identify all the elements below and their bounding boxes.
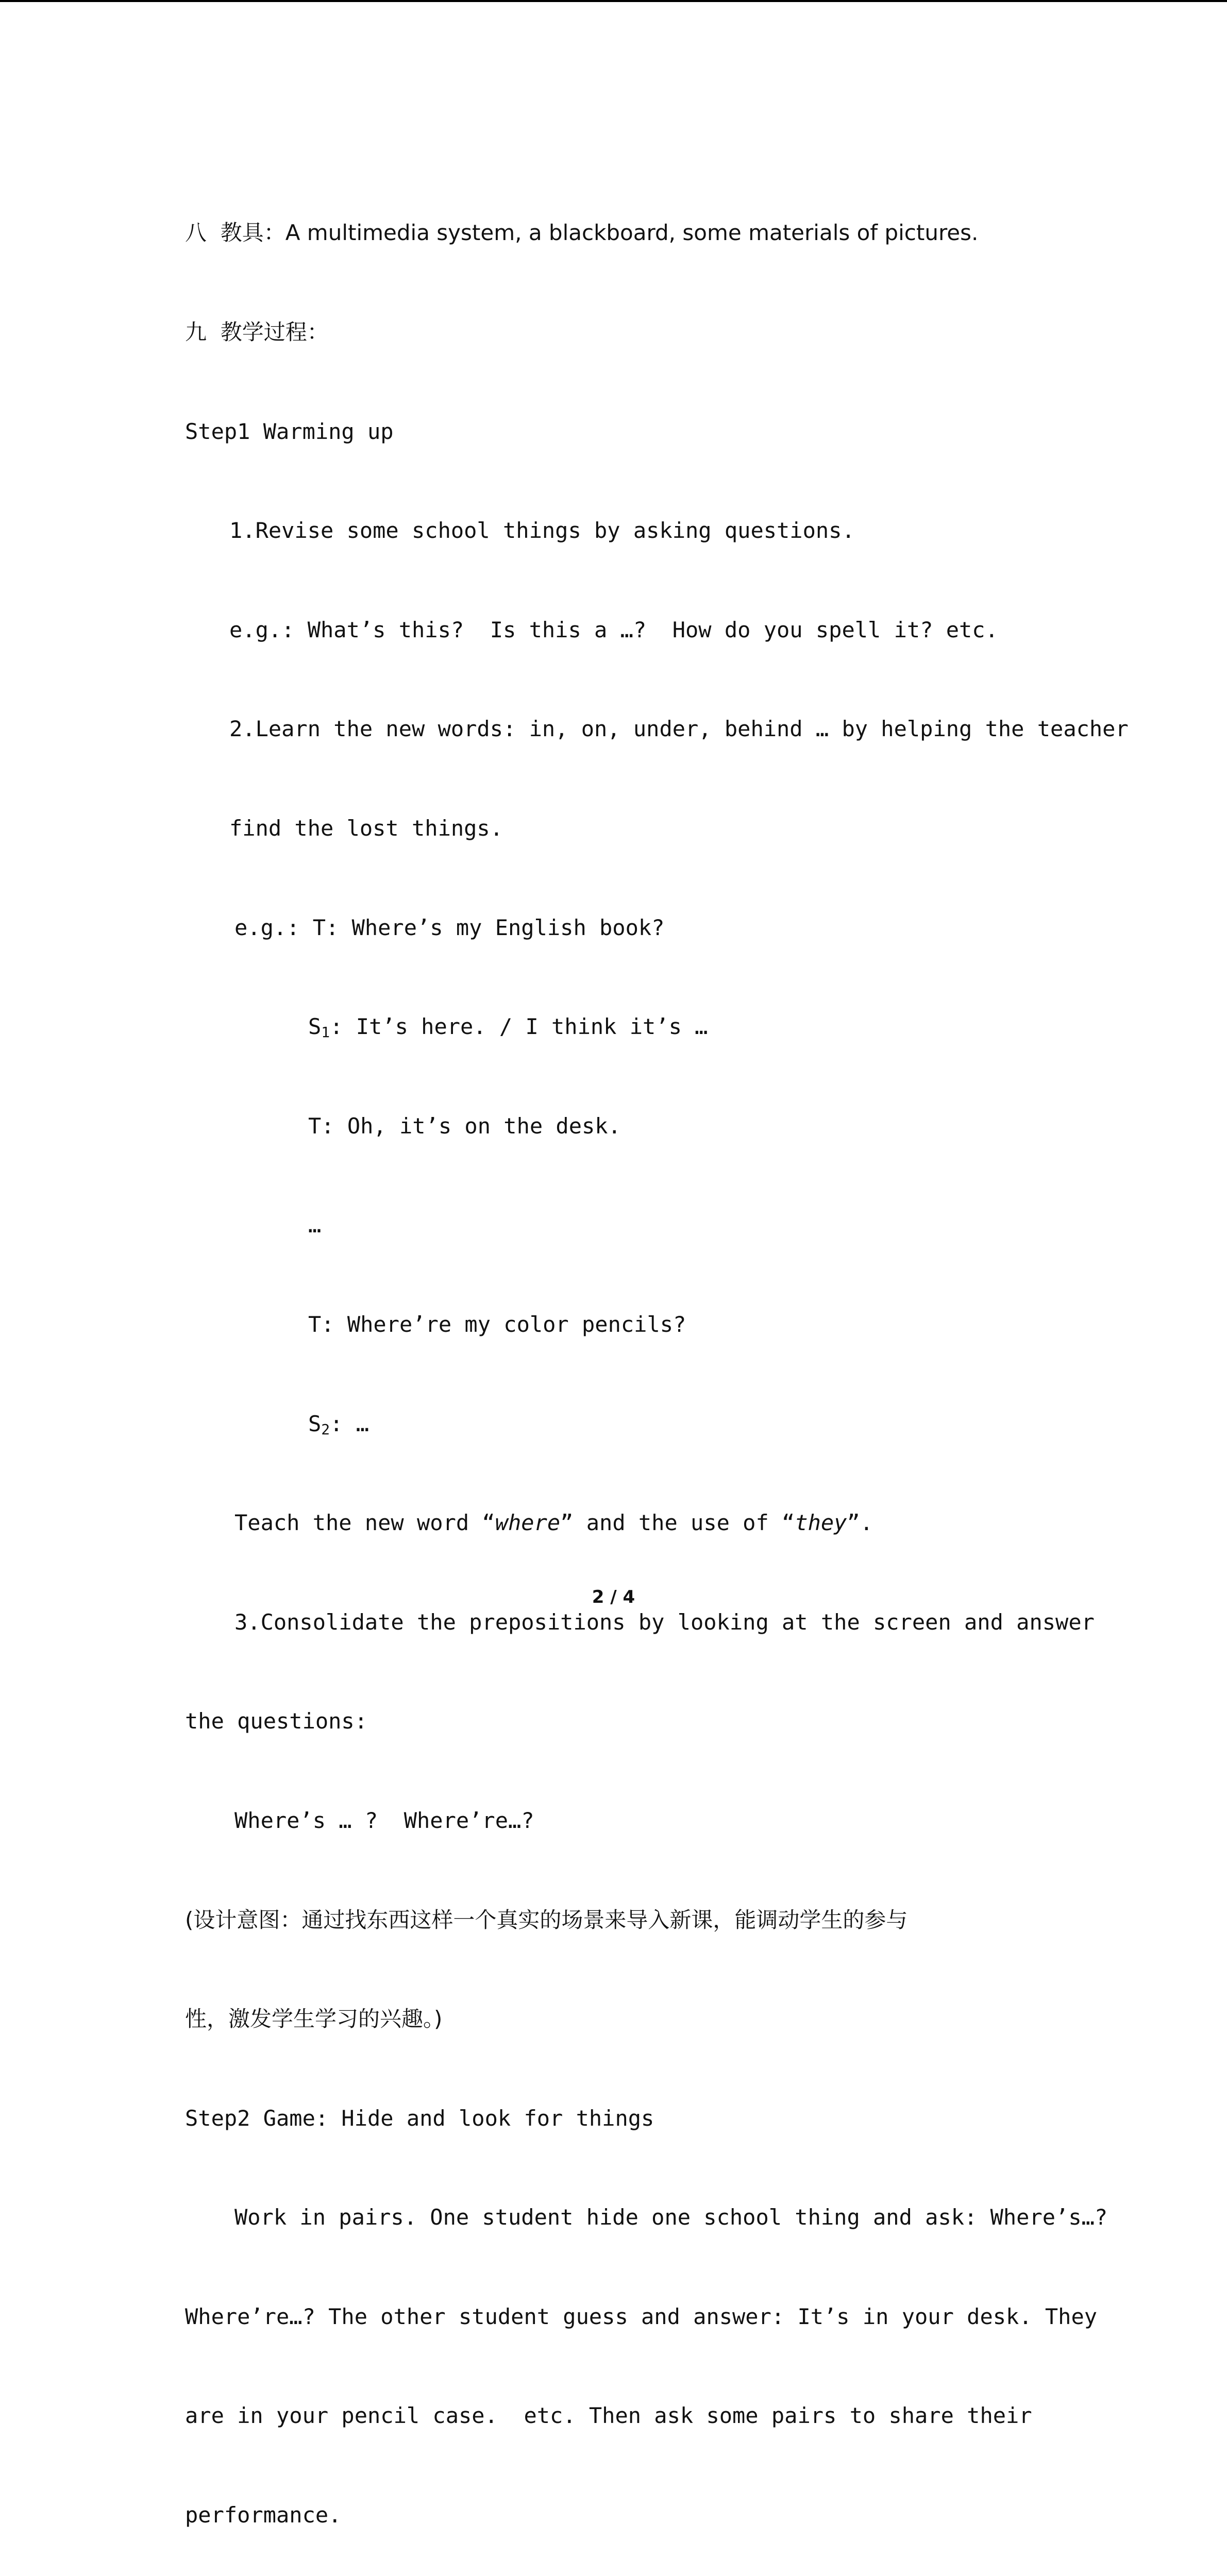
dialogue-line: T: Oh, it’s on the desk. <box>308 1113 621 1139</box>
step1-heading: Step1 Warming up <box>185 418 394 444</box>
text-line: 1.Revise some school things by asking questions. <box>229 518 855 544</box>
text-line: 2.Learn the new words: in, on, under, behind … by helping the teacher <box>229 716 1129 742</box>
design-intent-note: 性，激发学生学习的兴趣。) <box>185 2006 443 2032</box>
text-line: are in your pencil case. etc. Then ask some pairs to share their <box>185 2403 1032 2429</box>
dialogue-line: $S_2$: … <box>308 1411 369 1438</box>
dialogue-line: … <box>308 1212 322 1238</box>
design-intent-note: (设计意图：通过找东西这样一个真实的场景来导入新课，能调动学生的参与 <box>185 1907 908 1933</box>
text-line: performance. <box>185 2502 342 2528</box>
document-body <box>185 150 1129 2576</box>
top-border <box>0 0 1227 2</box>
text-line: Where’s … ? Where’re…? <box>234 1807 534 1833</box>
dialogue-line: e.g.: T: Where’s my English book? <box>234 914 665 940</box>
text-line: Work in pairs. One student hide one school thing and ask: Where’s…? <box>234 2205 1108 2230</box>
dialogue-line: T: Where’re my color pencils? <box>308 1311 686 1337</box>
teaching-aids-line: 八 教具：A multimedia system, a blackboard, some materials of pictures. <box>185 220 979 246</box>
teaching-process-heading: 九 教学过程： <box>185 319 329 345</box>
text-line: the questions: <box>185 1708 368 1734</box>
page-number: 2 / 4 <box>592 1587 635 1607</box>
text-line: find the lost things. <box>229 815 503 841</box>
text-line: Where’re…? The other student guess and answer: It’s in your desk. They <box>185 2303 1098 2329</box>
dialogue-line: $S_1$: It’s here. / I think it’s … <box>308 1014 708 1041</box>
text-line: Teach the new word “where” and the use of “they”. <box>234 1510 873 1536</box>
step2-heading: Step2 Game: Hide and look for things <box>185 2105 654 2131</box>
text-line: 3.Consolidate the prepositions by looking at the screen and answer <box>234 1609 1095 1635</box>
text-line: e.g.: What’s this? Is this a …? How do you spell it? etc. <box>229 617 998 642</box>
